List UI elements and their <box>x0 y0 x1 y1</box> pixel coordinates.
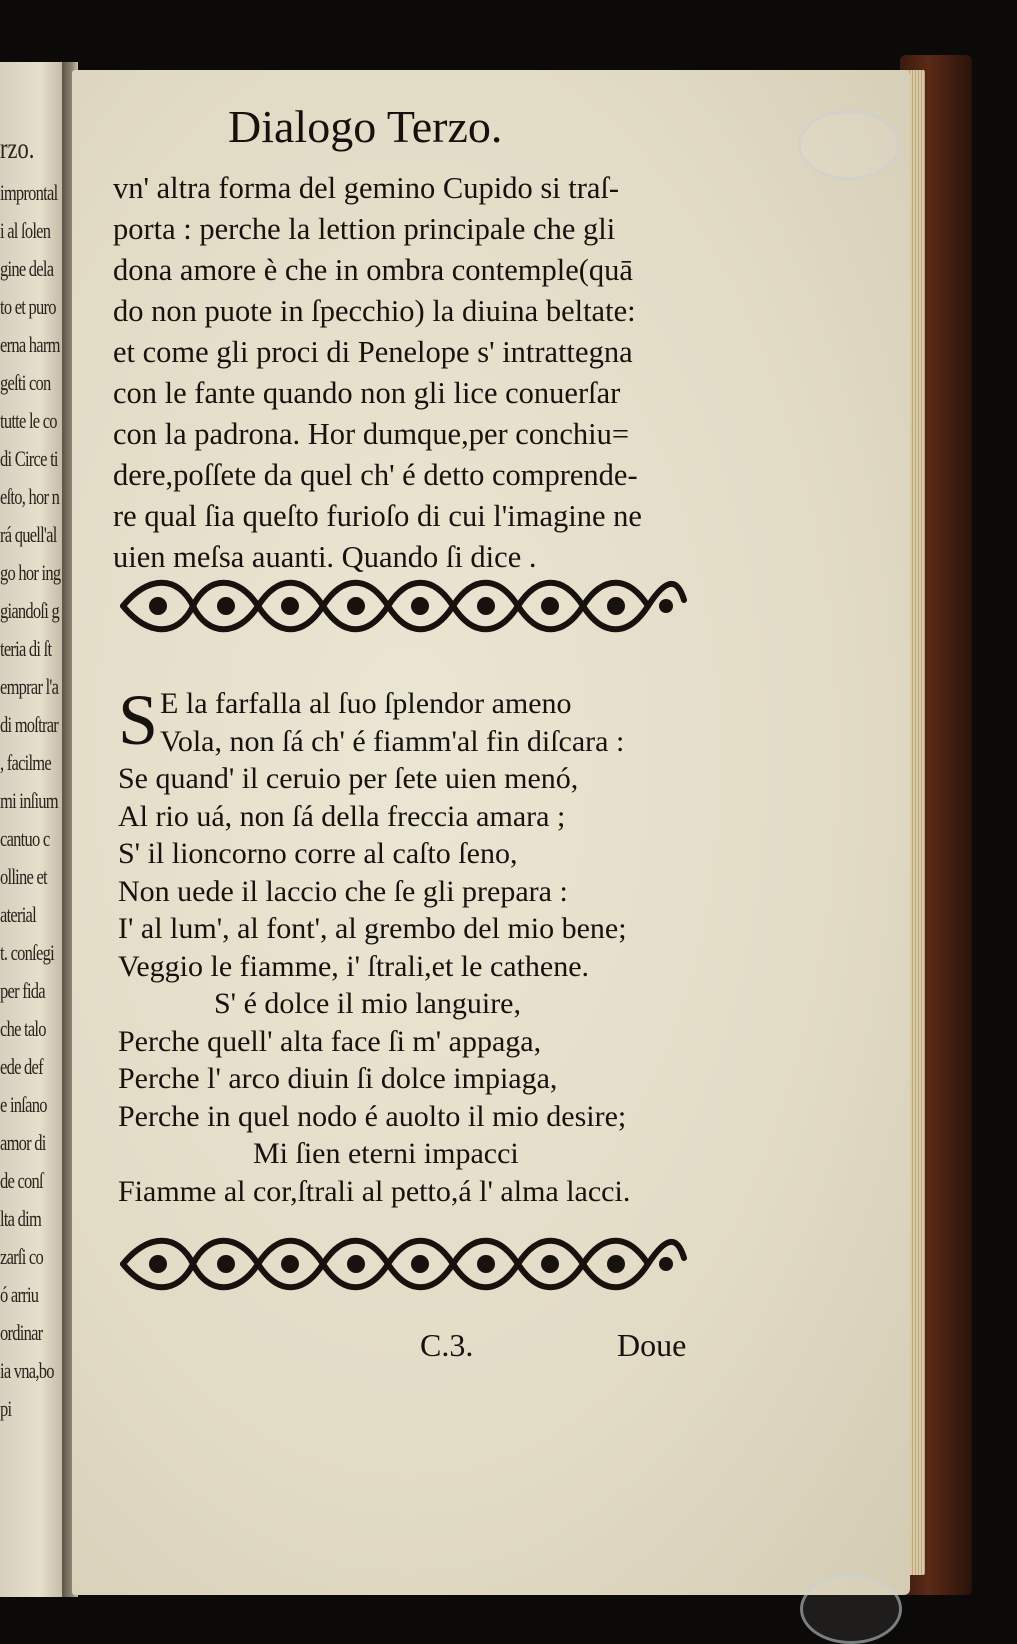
poem-line: Perche l' arco diuin ſi dolce impiaga, <box>118 1062 558 1095</box>
left-page-text-fragment: amor di <box>0 1130 46 1155</box>
poem-line: Al rio uá, non ſá della freccia amara ; <box>118 799 566 833</box>
drop-cap: S <box>118 680 159 760</box>
left-page-text-fragment: di Circe ti <box>0 446 58 471</box>
page-clip-top <box>798 110 900 180</box>
poem-line: Fiamme al cor,ſtrali al petto,á l' alma lacci. <box>118 1174 631 1208</box>
left-page-text-fragment: improntal <box>0 180 58 205</box>
left-page-text-fragment: i al ſolen <box>0 218 51 243</box>
left-page-text-fragment: mi inſium <box>0 788 58 813</box>
left-page-running-head-fragment: rzo. <box>0 132 35 165</box>
prose-line: vn' altra forma del gemino Cupido si traſ- <box>113 171 620 205</box>
prose-line: con la padrona. Hor dumque,per conchiu= <box>113 417 630 451</box>
page-clip-bottom <box>800 1574 902 1644</box>
prose-line: re qual ſia queſto furioſo di cui l'imagine ne <box>113 499 642 533</box>
left-page-text-fragment: go hor ing <box>0 560 61 585</box>
poem-line: I' al lum', al font', al grembo del mio bene; <box>118 912 627 945</box>
poem-line: E la farfalla al ſuo ſplendor ameno <box>160 687 572 720</box>
left-page-text-fragment: de conſ <box>0 1168 43 1193</box>
sonnet-poem <box>118 680 698 1210</box>
left-page-text-fragment: e inſano <box>0 1092 47 1117</box>
prose-line: et come gli proci di Penelope s' intrattegna <box>113 335 633 369</box>
left-page-text-fragment: lta dim <box>0 1206 42 1231</box>
left-page-text-fragment: aterial <box>0 902 36 927</box>
running-head: Dialogo Terzo. <box>228 101 503 152</box>
left-page-text-fragment: erna harm <box>0 332 60 357</box>
left-page-text-fragment: emprar l'a <box>0 674 59 699</box>
left-page-text-fragment: ordinar <box>0 1320 43 1345</box>
poem-line-indented: S' é dolce il mio languire, <box>214 987 522 1020</box>
prose-line: dona amore è che in ombra contemple(quā <box>113 253 633 287</box>
left-page-text-fragment: t. conſegi <box>0 940 54 965</box>
left-page-text-fragment: ó arriu <box>0 1282 39 1307</box>
prose-line: con le fante quando non gli lice conuerſar <box>113 376 621 410</box>
left-page-text-fragment: olline et <box>0 864 47 889</box>
left-page-text-fragment: cantuo c <box>0 826 50 851</box>
left-page-text-fragment: , facilme <box>0 750 51 775</box>
left-page-text-fragment: teria di ſt <box>0 636 52 661</box>
ornament-band-top <box>118 570 688 642</box>
poem-line: S' il lioncorno corre al caſto ſeno, <box>118 837 518 870</box>
ornament-band-bottom <box>118 1228 688 1300</box>
catchword: Doue <box>617 1327 687 1363</box>
left-page-text-fragment: di moſtrar <box>0 712 59 737</box>
left-page-text-fragment: per fida <box>0 978 45 1003</box>
poem-line-indented: Mi ſien eterni impacci <box>253 1137 519 1170</box>
left-page-text-fragment: tutte le co <box>0 408 57 433</box>
left-page-text-fragment: che talo <box>0 1016 46 1041</box>
left-page-text-fragment: ede def <box>0 1054 43 1079</box>
left-page-text-fragment: giandoſi g <box>0 598 59 623</box>
prose-line: porta : perche la lettion principale che gli <box>113 212 616 246</box>
prose-line: dere,poſſete da quel ch' é detto comprende- <box>113 458 638 492</box>
poem-line: Se quand' il ceruio per ſete uien menó, <box>118 762 579 795</box>
signature-mark: C.3. <box>420 1327 474 1363</box>
poem-line: Non uede il laccio che ſe gli prepara : <box>118 874 568 908</box>
left-page-text-fragment: rá quell'al <box>0 522 57 547</box>
poem-line: Perche quell' alta face ſi m' appaga, <box>118 1024 542 1058</box>
left-page-text-fragment: zarſi co <box>0 1244 44 1269</box>
prose-line: do non puote in ſpecchio) la diuina beltate: <box>113 294 636 328</box>
left-page-text-fragment: to et puro <box>0 294 56 319</box>
poem-line: Veggio le fiamme, i' ſtrali,et le cathene. <box>118 949 590 983</box>
left-page-text-fragment: geſti con <box>0 370 51 395</box>
left-page-text-fragment: pi <box>0 1396 12 1421</box>
prose-line: uien meſsa auanti. Quando ſi dice . <box>113 540 537 574</box>
left-page-text-fragment: eſto, hor n <box>0 484 60 509</box>
prose-paragraph <box>113 168 688 578</box>
poem-line: Perche in quel nodo é auolto il mio desire; <box>118 1099 627 1133</box>
left-page-text-fragment: ia vna,bo <box>0 1358 54 1383</box>
poem-line: Vola, non ſá ch' é fiamm'al fin diſcara : <box>160 724 625 758</box>
left-page-text-fragment: gine dela <box>0 256 54 281</box>
